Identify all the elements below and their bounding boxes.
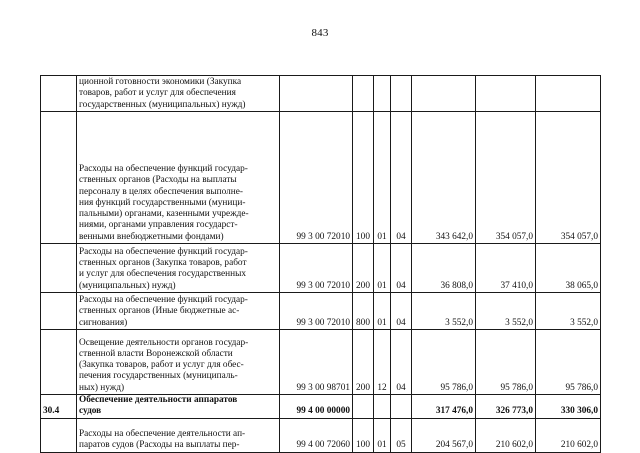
amount-year-1-cell (412, 76, 476, 112)
budget-table-body (41, 76, 601, 453)
section-cell (374, 395, 391, 419)
target-article-code-cell (280, 76, 353, 112)
subsection-cell: 04 (391, 330, 412, 395)
section-cell: 12 (374, 330, 391, 395)
amount-year-1-cell: 3 552,0 (412, 293, 476, 330)
section-cell (374, 76, 391, 112)
table-row (41, 293, 601, 330)
row-name-cell (77, 244, 280, 293)
amount-year-3-cell: 210 602,0 (536, 418, 601, 452)
subsection-cell: 05 (391, 418, 412, 452)
section-cell: 01 (374, 244, 391, 293)
amount-year-3-cell (536, 76, 601, 112)
row-name-cell (77, 293, 280, 330)
row-name-text: Освещение деятельности органов государ- ственной власти Воронежской области (Закупка товаров, работ и услуг для обес- печения государственных (муниципаль- ных) нужд) (79, 337, 249, 393)
amount-year-1-cell: 343 642,0 (412, 112, 476, 244)
row-name-text: ционной готовности экономики (Закупка товаров, работ и услуг для обеспечения государственных (муниципальных) нужд) (79, 77, 246, 110)
target-article-code-cell: 99 3 00 98701 (280, 330, 353, 395)
row-name-text: Расходы на обеспечение функций государ- ственных органов (Иные бюджетные ас- сигнования) (79, 295, 248, 328)
target-article-code-cell: 99 3 00 72010 (280, 293, 353, 330)
amount-year-2-cell: 210 602,0 (476, 418, 536, 452)
row-name-text: Расходы на обеспечение деятельности ап- паратов судов (Расходы на выплаты пер- (79, 429, 246, 451)
amount-year-2-cell: 95 786,0 (476, 330, 536, 395)
amount-year-2-cell: 37 410,0 (476, 244, 536, 293)
amount-year-1-cell: 204 567,0 (412, 418, 476, 452)
row-name-text: Обеспечение деятельности аппаратов судов (79, 395, 238, 417)
row-name-cell (77, 76, 280, 112)
target-article-code-cell: 99 4 00 00000 (280, 395, 353, 419)
amount-year-1-cell: 95 786,0 (412, 330, 476, 395)
row-name-cell (77, 395, 280, 419)
row-name-cell (77, 418, 280, 452)
page-number: 843 (311, 27, 329, 39)
table-row (41, 112, 601, 244)
row-name-text: Расходы на обеспечение функций государ- ственных органов (Расходы на выплаты персоналу в целях обеспечения выполне- ния функций государственными (муници- пальными) органами, казенными учрежде- ниями, органами управления государст- венными внебюджетными фондами) (79, 163, 249, 242)
row-name-text: Расходы на обеспечение функций государ- ственных органов (Закупка товаров, работ и услуг для обеспечения государственных (муниципальных) нужд) (79, 246, 248, 291)
amount-year-2-cell: 326 773,0 (476, 395, 536, 419)
expense-type-cell: 100 (353, 112, 374, 244)
table-row (41, 330, 601, 395)
subsection-cell: 04 (391, 244, 412, 293)
subsection-cell: 04 (391, 293, 412, 330)
row-number-cell (41, 293, 77, 330)
amount-year-3-cell: 38 065,0 (536, 244, 601, 293)
expense-type-cell: 200 (353, 244, 374, 293)
amount-year-3-cell: 354 057,0 (536, 112, 601, 244)
table-row (41, 244, 601, 293)
expense-type-cell (353, 76, 374, 112)
row-number-cell: 30.4 (41, 395, 77, 419)
amount-year-3-cell: 95 786,0 (536, 330, 601, 395)
expense-type-cell: 100 (353, 418, 374, 452)
subsection-cell (391, 76, 412, 112)
table-row (41, 418, 601, 452)
expense-type-cell (353, 395, 374, 419)
expense-type-cell: 800 (353, 293, 374, 330)
row-number-cell (41, 330, 77, 395)
subsection-cell: 04 (391, 112, 412, 244)
row-number-cell (41, 244, 77, 293)
budget-table (40, 75, 601, 453)
amount-year-1-cell: 36 808,0 (412, 244, 476, 293)
amount-year-3-cell: 330 306,0 (536, 395, 601, 419)
amount-year-2-cell: 3 552,0 (476, 293, 536, 330)
table-row (41, 76, 601, 112)
target-article-code-cell: 99 3 00 72010 (280, 244, 353, 293)
row-number-cell (41, 112, 77, 244)
row-number-cell (41, 76, 77, 112)
target-article-code-cell: 99 4 00 72060 (280, 418, 353, 452)
amount-year-1-cell: 317 476,0 (412, 395, 476, 419)
table-row (41, 395, 601, 419)
row-number-cell (41, 418, 77, 452)
subsection-cell (391, 395, 412, 419)
section-cell: 01 (374, 112, 391, 244)
expense-type-cell: 200 (353, 330, 374, 395)
amount-year-2-cell (476, 76, 536, 112)
row-name-cell (77, 112, 280, 244)
target-article-code-cell: 99 3 00 72010 (280, 112, 353, 244)
amount-year-3-cell: 3 552,0 (536, 293, 601, 330)
section-cell: 01 (374, 293, 391, 330)
amount-year-2-cell: 354 057,0 (476, 112, 536, 244)
section-cell: 01 (374, 418, 391, 452)
row-name-cell (77, 330, 280, 395)
